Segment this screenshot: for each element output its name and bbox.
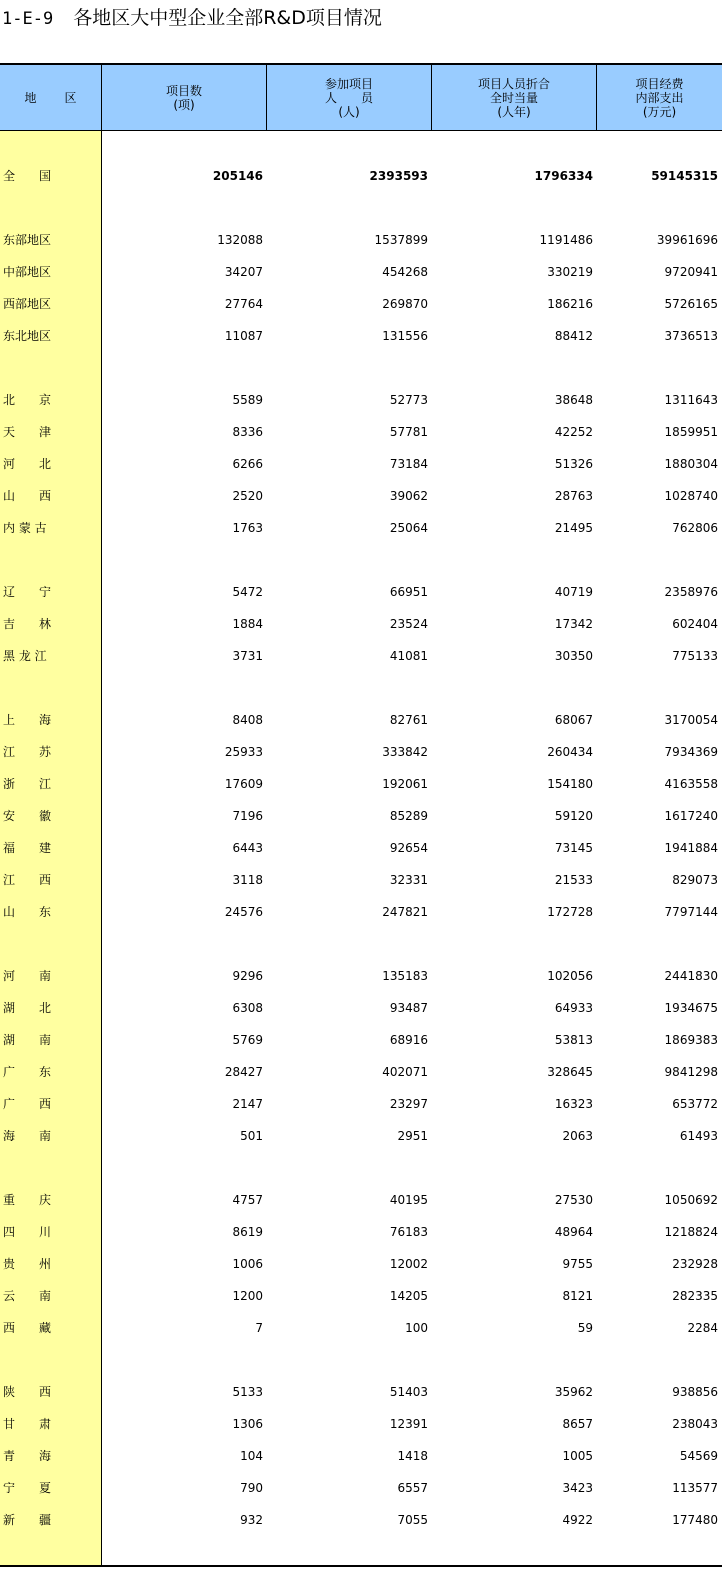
table-row bbox=[0, 870, 722, 890]
personnel-count-cell: 68916 bbox=[389, 1033, 428, 1047]
region-name: 黑 龙 江 bbox=[3, 649, 47, 663]
header-line: 项目经费 bbox=[635, 76, 684, 91]
personnel-count-cell: 41081 bbox=[389, 649, 428, 663]
project-count-cell: 17609 bbox=[224, 777, 263, 791]
project-count-cell: 8336 bbox=[232, 425, 263, 439]
table-row bbox=[0, 582, 722, 602]
region-name: 宁 夏 bbox=[3, 1481, 52, 1495]
project-count-cell: 5769 bbox=[232, 1033, 263, 1047]
fte-count-cell: 2063 bbox=[562, 1129, 593, 1143]
table-row bbox=[0, 1094, 722, 1114]
personnel-count-cell: 269870 bbox=[382, 297, 428, 311]
region-name: 内 蒙 古 bbox=[3, 521, 47, 535]
fte-count-cell: 1796334 bbox=[534, 169, 593, 183]
expenditure-cell: 61493 bbox=[679, 1129, 718, 1143]
project-count-cell: 205146 bbox=[212, 169, 263, 183]
personnel-count-cell: 82761 bbox=[389, 713, 428, 727]
fte-count-cell: 172728 bbox=[547, 905, 593, 919]
table-row bbox=[0, 1510, 722, 1530]
header-line: 内部支出 bbox=[635, 90, 684, 105]
personnel-count-cell: 93487 bbox=[389, 1001, 428, 1015]
fte-count-cell: 30350 bbox=[554, 649, 593, 663]
expenditure-cell: 282335 bbox=[672, 1289, 718, 1303]
table-row bbox=[0, 998, 722, 1018]
fte-count-cell: 260434 bbox=[547, 745, 593, 759]
project-count-cell: 2520 bbox=[232, 489, 263, 503]
personnel-count-cell: 66951 bbox=[389, 585, 428, 599]
personnel-count-cell: 2393593 bbox=[369, 169, 428, 183]
region-name: 天 津 bbox=[3, 425, 52, 439]
expenditure-cell: 3170054 bbox=[664, 713, 718, 727]
region-name: 西部地区 bbox=[3, 297, 52, 311]
region-name: 四 川 bbox=[3, 1225, 52, 1239]
project-count-cell: 104 bbox=[240, 1449, 263, 1463]
header-line: (人) bbox=[338, 104, 360, 119]
table-row bbox=[0, 1126, 722, 1146]
fte-count-cell: 51326 bbox=[554, 457, 593, 471]
personnel-count-cell: 402071 bbox=[382, 1065, 428, 1079]
fte-count-cell: 3423 bbox=[562, 1481, 593, 1495]
project-count-cell: 1306 bbox=[232, 1417, 263, 1431]
project-count-cell: 28427 bbox=[224, 1065, 263, 1079]
project-count-cell: 24576 bbox=[224, 905, 263, 919]
header-line: (人年) bbox=[497, 104, 531, 119]
page-title bbox=[2, 4, 382, 32]
header-line: (项) bbox=[173, 97, 195, 112]
personnel-count-cell: 14205 bbox=[389, 1289, 428, 1303]
region-name: 新 疆 bbox=[3, 1513, 52, 1527]
table-row bbox=[0, 454, 722, 474]
expenditure-cell: 9841298 bbox=[664, 1065, 718, 1079]
table-row bbox=[0, 838, 722, 858]
fte-count-cell: 8657 bbox=[562, 1417, 593, 1431]
table-row bbox=[0, 1478, 722, 1498]
fte-count-cell: 328645 bbox=[547, 1065, 593, 1079]
personnel-count-cell: 57781 bbox=[389, 425, 428, 439]
region-name: 山 东 bbox=[3, 905, 52, 919]
expenditure-cell: 238043 bbox=[672, 1417, 718, 1431]
table-row bbox=[0, 390, 722, 410]
table-row bbox=[0, 518, 722, 538]
table-row bbox=[0, 230, 722, 250]
region-name: 浙 江 bbox=[3, 777, 52, 791]
table-row bbox=[0, 902, 722, 922]
table-header bbox=[0, 63, 722, 131]
personnel-count-cell: 131556 bbox=[382, 329, 428, 343]
region-name: 江 苏 bbox=[3, 745, 52, 759]
personnel-count-cell: 25064 bbox=[389, 521, 428, 535]
header-line: 项目数 bbox=[165, 83, 202, 98]
fte-count-cell: 68067 bbox=[554, 713, 593, 727]
project-count-cell: 1763 bbox=[232, 521, 263, 535]
region-name: 北 京 bbox=[3, 393, 52, 407]
expenditure-cell: 775133 bbox=[672, 649, 718, 663]
fte-count-cell: 38648 bbox=[554, 393, 593, 407]
region-name: 江 西 bbox=[3, 873, 52, 887]
region-name: 湖 南 bbox=[3, 1033, 52, 1047]
expenditure-cell: 113577 bbox=[672, 1481, 718, 1495]
personnel-count-cell: 51403 bbox=[389, 1385, 428, 1399]
fte-count-cell: 27530 bbox=[554, 1193, 593, 1207]
project-count-cell: 6308 bbox=[232, 1001, 263, 1015]
personnel-count-cell: 2951 bbox=[397, 1129, 428, 1143]
fte-count-cell: 186216 bbox=[547, 297, 593, 311]
project-count-cell: 1200 bbox=[232, 1289, 263, 1303]
expenditure-cell: 1050692 bbox=[664, 1193, 718, 1207]
region-name: 海 南 bbox=[3, 1129, 52, 1143]
expenditure-cell: 1218824 bbox=[664, 1225, 718, 1239]
fte-count-cell: 8121 bbox=[562, 1289, 593, 1303]
fte-count-cell: 53813 bbox=[554, 1033, 593, 1047]
table-row bbox=[0, 710, 722, 730]
expenditure-cell: 9720941 bbox=[664, 265, 718, 279]
personnel-count-cell: 73184 bbox=[389, 457, 428, 471]
table-row bbox=[0, 166, 722, 186]
project-count-cell: 7 bbox=[255, 1321, 263, 1335]
region-name: 云 南 bbox=[3, 1289, 52, 1303]
table-row bbox=[0, 1190, 722, 1210]
fte-count-cell: 59120 bbox=[554, 809, 593, 823]
personnel-count-cell: 6557 bbox=[397, 1481, 428, 1495]
region-name: 山 西 bbox=[3, 489, 52, 503]
personnel-count-cell: 12391 bbox=[389, 1417, 428, 1431]
region-name: 甘 肃 bbox=[3, 1417, 52, 1431]
fte-count-cell: 42252 bbox=[554, 425, 593, 439]
expenditure-cell: 7934369 bbox=[664, 745, 718, 759]
expenditure-cell: 59145315 bbox=[651, 169, 718, 183]
fte-count-cell: 35962 bbox=[554, 1385, 593, 1399]
header-project-count bbox=[102, 65, 266, 130]
table-row bbox=[0, 486, 722, 506]
personnel-count-cell: 135183 bbox=[382, 969, 428, 983]
region-name: 重 庆 bbox=[3, 1193, 52, 1207]
project-count-cell: 11087 bbox=[224, 329, 263, 343]
table-row bbox=[0, 1318, 722, 1338]
expenditure-cell: 653772 bbox=[672, 1097, 718, 1111]
expenditure-cell: 762806 bbox=[672, 521, 718, 535]
fte-count-cell: 59 bbox=[577, 1321, 593, 1335]
expenditure-cell: 1859951 bbox=[664, 425, 718, 439]
region-name: 贵 州 bbox=[3, 1257, 52, 1271]
personnel-count-cell: 23524 bbox=[389, 617, 428, 631]
expenditure-cell: 54569 bbox=[679, 1449, 718, 1463]
expenditure-cell: 232928 bbox=[672, 1257, 718, 1271]
fte-count-cell: 4922 bbox=[562, 1513, 593, 1527]
expenditure-cell: 1617240 bbox=[664, 809, 718, 823]
table-row bbox=[0, 646, 722, 666]
project-count-cell: 8408 bbox=[232, 713, 263, 727]
fte-count-cell: 88412 bbox=[554, 329, 593, 343]
personnel-count-cell: 52773 bbox=[389, 393, 428, 407]
table-row bbox=[0, 1062, 722, 1082]
header-line: 参加项目 bbox=[324, 76, 373, 91]
project-count-cell: 3118 bbox=[232, 873, 263, 887]
project-count-cell: 4757 bbox=[232, 1193, 263, 1207]
project-count-cell: 1884 bbox=[232, 617, 263, 631]
expenditure-cell: 829073 bbox=[672, 873, 718, 887]
table-row bbox=[0, 422, 722, 442]
expenditure-cell: 1311643 bbox=[664, 393, 718, 407]
project-count-cell: 5133 bbox=[232, 1385, 263, 1399]
expenditure-cell: 938856 bbox=[672, 1385, 718, 1399]
project-count-cell: 1006 bbox=[232, 1257, 263, 1271]
header-region-char-1: 地 bbox=[24, 90, 37, 105]
region-name: 上 海 bbox=[3, 713, 52, 727]
personnel-count-cell: 39062 bbox=[389, 489, 428, 503]
region-name: 东部地区 bbox=[3, 233, 52, 247]
region-name: 中部地区 bbox=[3, 265, 52, 279]
table-row bbox=[0, 262, 722, 282]
personnel-count-cell: 247821 bbox=[382, 905, 428, 919]
fte-count-cell: 330219 bbox=[547, 265, 593, 279]
region-name: 广 东 bbox=[3, 1065, 52, 1079]
fte-count-cell: 102056 bbox=[547, 969, 593, 983]
table-code: 1-E-9 bbox=[2, 9, 54, 29]
personnel-count-cell: 32331 bbox=[389, 873, 428, 887]
expenditure-cell: 5726165 bbox=[664, 297, 718, 311]
table-row bbox=[0, 1446, 722, 1466]
fte-count-cell: 9755 bbox=[562, 1257, 593, 1271]
fte-count-cell: 154180 bbox=[547, 777, 593, 791]
personnel-count-cell: 12002 bbox=[389, 1257, 428, 1271]
expenditure-cell: 3736513 bbox=[664, 329, 718, 343]
table-bottom-border bbox=[0, 1565, 722, 1567]
fte-count-cell: 64933 bbox=[554, 1001, 593, 1015]
project-count-cell: 6266 bbox=[232, 457, 263, 471]
region-name: 东北地区 bbox=[3, 329, 52, 343]
header-expenditure bbox=[597, 65, 722, 130]
table-row bbox=[0, 1030, 722, 1050]
expenditure-cell: 602404 bbox=[672, 617, 718, 631]
fte-count-cell: 1005 bbox=[562, 1449, 593, 1463]
project-count-cell: 9296 bbox=[232, 969, 263, 983]
region-name: 福 建 bbox=[3, 841, 52, 855]
project-count-cell: 5472 bbox=[232, 585, 263, 599]
project-count-cell: 132088 bbox=[217, 233, 263, 247]
personnel-count-cell: 1418 bbox=[397, 1449, 428, 1463]
expenditure-cell: 2284 bbox=[687, 1321, 718, 1335]
header-region bbox=[0, 65, 101, 130]
fte-count-cell: 16323 bbox=[554, 1097, 593, 1111]
table-row bbox=[0, 294, 722, 314]
table-row bbox=[0, 774, 722, 794]
project-count-cell: 2147 bbox=[232, 1097, 263, 1111]
table-title: 各地区大中型企业全部R&D项目情况 bbox=[73, 7, 382, 29]
personnel-count-cell: 192061 bbox=[382, 777, 428, 791]
expenditure-cell: 1869383 bbox=[664, 1033, 718, 1047]
expenditure-cell: 177480 bbox=[672, 1513, 718, 1527]
expenditure-cell: 2441830 bbox=[664, 969, 718, 983]
region-name: 全 国 bbox=[3, 169, 52, 183]
table-row bbox=[0, 1254, 722, 1274]
personnel-count-cell: 454268 bbox=[382, 265, 428, 279]
header-line: 项目人员折合 bbox=[477, 76, 550, 91]
fte-count-cell: 48964 bbox=[554, 1225, 593, 1239]
fte-count-cell: 21495 bbox=[554, 521, 593, 535]
table-row bbox=[0, 1286, 722, 1306]
table-row bbox=[0, 806, 722, 826]
project-count-cell: 932 bbox=[240, 1513, 263, 1527]
project-count-cell: 501 bbox=[240, 1129, 263, 1143]
table-row bbox=[0, 1414, 722, 1434]
project-count-cell: 34207 bbox=[224, 265, 263, 279]
personnel-count-cell: 92654 bbox=[389, 841, 428, 855]
personnel-count-cell: 1537899 bbox=[374, 233, 428, 247]
fte-count-cell: 21533 bbox=[554, 873, 593, 887]
expenditure-cell: 39961696 bbox=[656, 233, 718, 247]
table-row bbox=[0, 326, 722, 346]
expenditure-cell: 1941884 bbox=[664, 841, 718, 855]
project-count-cell: 7196 bbox=[232, 809, 263, 823]
fte-count-cell: 28763 bbox=[554, 489, 593, 503]
expenditure-cell: 2358976 bbox=[664, 585, 718, 599]
project-count-cell: 6443 bbox=[232, 841, 263, 855]
expenditure-cell: 7797144 bbox=[664, 905, 718, 919]
fte-count-cell: 17342 bbox=[554, 617, 593, 631]
region-name: 西 藏 bbox=[3, 1321, 52, 1335]
region-name: 河 南 bbox=[3, 969, 52, 983]
personnel-count-cell: 23297 bbox=[389, 1097, 428, 1111]
project-count-cell: 8619 bbox=[232, 1225, 263, 1239]
expenditure-cell: 4163558 bbox=[664, 777, 718, 791]
region-name: 青 海 bbox=[3, 1449, 52, 1463]
region-name: 陕 西 bbox=[3, 1385, 52, 1399]
table-row bbox=[0, 966, 722, 986]
personnel-count-cell: 100 bbox=[405, 1321, 428, 1335]
project-count-cell: 25933 bbox=[224, 745, 263, 759]
region-name: 辽 宁 bbox=[3, 585, 52, 599]
personnel-count-cell: 333842 bbox=[382, 745, 428, 759]
personnel-count-cell: 40195 bbox=[389, 1193, 428, 1207]
expenditure-cell: 1028740 bbox=[664, 489, 718, 503]
fte-count-cell: 73145 bbox=[554, 841, 593, 855]
table-row bbox=[0, 1382, 722, 1402]
region-name: 广 西 bbox=[3, 1097, 52, 1111]
expenditure-cell: 1880304 bbox=[664, 457, 718, 471]
header-fte bbox=[432, 65, 596, 130]
personnel-count-cell: 7055 bbox=[397, 1513, 428, 1527]
header-line: (万元) bbox=[642, 104, 677, 119]
personnel-count-cell: 85289 bbox=[389, 809, 428, 823]
header-region-char-2: 区 bbox=[64, 90, 77, 105]
table-row bbox=[0, 742, 722, 762]
header-line: 全时当量 bbox=[489, 90, 538, 105]
expenditure-cell: 1934675 bbox=[664, 1001, 718, 1015]
table-row bbox=[0, 1222, 722, 1242]
header-personnel bbox=[267, 65, 431, 130]
project-count-cell: 790 bbox=[240, 1481, 263, 1495]
project-count-cell: 3731 bbox=[232, 649, 263, 663]
header-line: 人 员 bbox=[324, 90, 373, 105]
table-row bbox=[0, 614, 722, 634]
project-count-cell: 5589 bbox=[232, 393, 263, 407]
fte-count-cell: 1191486 bbox=[539, 233, 593, 247]
region-name: 安 徽 bbox=[3, 809, 52, 823]
personnel-count-cell: 76183 bbox=[389, 1225, 428, 1239]
region-name: 河 北 bbox=[3, 457, 52, 471]
region-name: 湖 北 bbox=[3, 1001, 52, 1015]
project-count-cell: 27764 bbox=[224, 297, 263, 311]
region-name: 吉 林 bbox=[3, 617, 52, 631]
fte-count-cell: 40719 bbox=[554, 585, 593, 599]
